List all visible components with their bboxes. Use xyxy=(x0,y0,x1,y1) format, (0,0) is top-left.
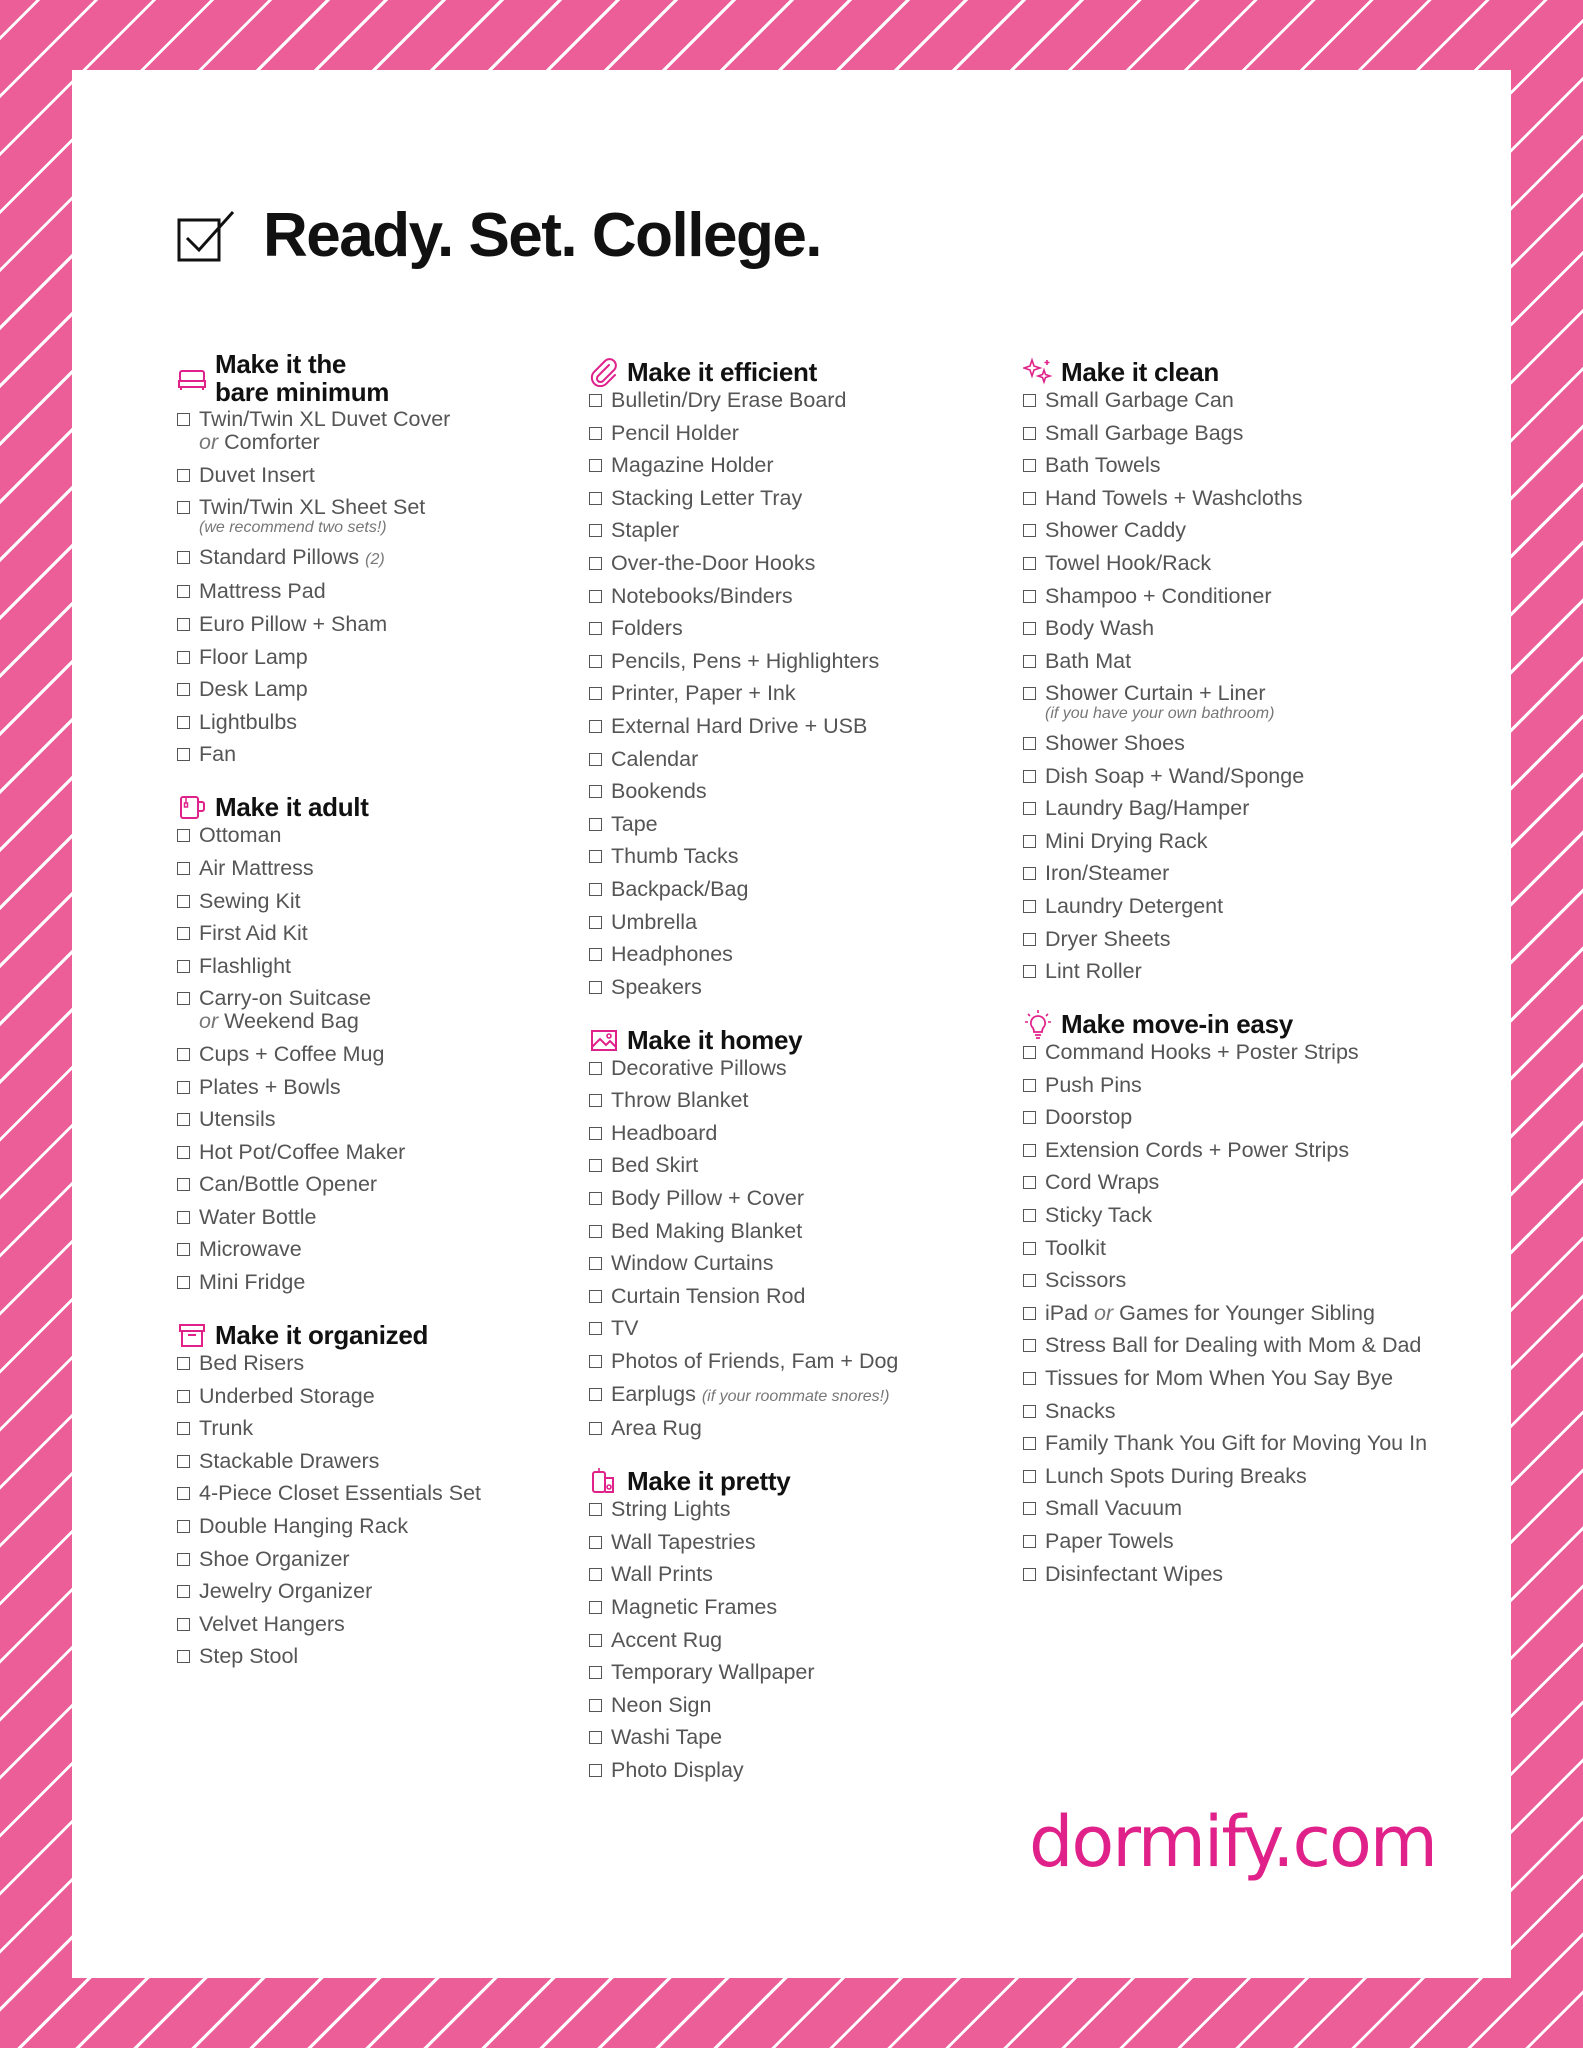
storage-box-icon xyxy=(177,1320,207,1350)
item-text: Utensils xyxy=(199,1107,276,1132)
checklist-item[interactable] xyxy=(589,878,1009,901)
column-left xyxy=(177,350,597,1694)
checklist-item[interactable] xyxy=(177,464,597,487)
item-text: Lightbulbs xyxy=(199,709,298,734)
checklist-item[interactable] xyxy=(1023,797,1443,820)
picture-icon xyxy=(589,1025,619,1055)
item-text: iPad xyxy=(1045,1300,1089,1325)
checklist-item[interactable] xyxy=(177,857,597,880)
item-text: Small Garbage Bags xyxy=(1045,420,1244,445)
checklist-item[interactable] xyxy=(177,546,597,571)
checklist-item[interactable] xyxy=(589,650,1009,673)
checklist-item[interactable] xyxy=(1023,1400,1443,1423)
item-or: or xyxy=(199,1009,219,1034)
checklist-item[interactable] xyxy=(177,743,597,766)
item-text: Desk Lamp xyxy=(199,677,308,702)
checklist-item[interactable] xyxy=(589,845,1009,868)
checklist-item[interactable] xyxy=(1023,1367,1443,1390)
checklist-item[interactable] xyxy=(589,1089,1009,1112)
checklist-item[interactable] xyxy=(177,496,597,536)
checklist-item[interactable] xyxy=(177,1385,597,1408)
item-text: Can/Bottle Opener xyxy=(199,1172,378,1197)
mug-icon xyxy=(177,792,207,822)
item-text: Water Bottle xyxy=(199,1204,317,1229)
checklist-item[interactable] xyxy=(1023,454,1443,477)
checklist-item[interactable] xyxy=(589,1563,1009,1586)
item-text: TV xyxy=(611,1316,639,1341)
checklist-item[interactable] xyxy=(1023,682,1443,722)
checklist-item[interactable] xyxy=(1023,422,1443,445)
item-text: Umbrella xyxy=(611,909,698,934)
item-text: Area Rug xyxy=(611,1416,702,1441)
checklist-section xyxy=(1023,1009,1443,1586)
item-text: Body Pillow + Cover xyxy=(611,1186,804,1211)
section-header xyxy=(177,792,597,822)
item-text: Doorstop xyxy=(1045,1105,1133,1130)
checklist-item[interactable] xyxy=(1023,487,1443,510)
photo-display-icon xyxy=(589,1466,619,1496)
item-text: Iron/Steamer xyxy=(1045,861,1170,886)
checklist-item[interactable] xyxy=(1023,765,1443,788)
item-text: Ottoman xyxy=(199,823,282,848)
checklist xyxy=(1023,389,1443,983)
checklist-item[interactable] xyxy=(589,552,1009,575)
checklist-section xyxy=(589,1466,1009,1782)
item-text: Euro Pillow + Sham xyxy=(199,611,388,636)
item-text: Laundry Detergent xyxy=(1045,893,1224,918)
checklist-item[interactable] xyxy=(1023,1106,1443,1129)
item-text: Scissors xyxy=(1045,1268,1127,1293)
checklist-item[interactable] xyxy=(177,1352,597,1375)
section-title: Make it the bare minimum xyxy=(215,349,390,407)
item-text: Disinfectant Wipes xyxy=(1045,1561,1224,1586)
item-text: Hot Pot/Coffee Maker xyxy=(199,1139,406,1164)
checklist-item[interactable] xyxy=(1023,928,1443,951)
item-alternative xyxy=(199,431,597,454)
item-text: Shower Shoes xyxy=(1045,730,1185,755)
item-inline-note: (2) xyxy=(365,550,385,568)
checklist-item[interactable] xyxy=(1023,732,1443,755)
checklist-item[interactable] xyxy=(177,1173,597,1196)
checklist-item[interactable] xyxy=(589,389,1009,412)
item-text: Jewelry Organizer xyxy=(199,1579,373,1604)
item-text: Wall Tapestries xyxy=(611,1529,756,1554)
item-text: Neon Sign xyxy=(611,1692,712,1717)
item-text: Small Garbage Can xyxy=(1045,388,1234,412)
checklist-item[interactable] xyxy=(589,1285,1009,1308)
item-text: Bed Making Blanket xyxy=(611,1218,803,1243)
item-text: Shower Caddy xyxy=(1045,518,1187,543)
checklist-item[interactable] xyxy=(177,824,597,847)
checklist xyxy=(589,1057,1009,1441)
item-text: Over-the-Door Hooks xyxy=(611,550,816,575)
item-text: Floor Lamp xyxy=(199,644,308,669)
checklist-item[interactable] xyxy=(177,678,597,701)
checklist-item[interactable] xyxy=(589,585,1009,608)
checklist-item[interactable] xyxy=(589,1759,1009,1782)
checkbox-check-icon xyxy=(177,210,237,262)
checklist-section xyxy=(589,357,1009,999)
item-text: Headboard xyxy=(611,1120,718,1145)
item-text: Bath Towels xyxy=(1045,453,1161,478)
item-inline-note: (if your roommate snores!) xyxy=(701,1387,890,1405)
checklist-item[interactable] xyxy=(589,422,1009,445)
section-header xyxy=(177,350,597,406)
item-text: Hand Towels + Washcloths xyxy=(1045,485,1303,510)
checklist-item[interactable] xyxy=(589,1694,1009,1717)
item-text: Decorative Pillows xyxy=(611,1055,787,1080)
checklist-item[interactable] xyxy=(177,1043,597,1066)
item-text: Temporary Wallpaper xyxy=(611,1660,815,1685)
checklist-item[interactable] xyxy=(589,1252,1009,1275)
title-row xyxy=(177,200,821,271)
item-text: First Aid Kit xyxy=(199,921,308,946)
checklist-item[interactable] xyxy=(177,613,597,636)
item-text: Air Mattress xyxy=(199,855,314,880)
checklist-item[interactable] xyxy=(1023,1237,1443,1260)
checklist-item[interactable] xyxy=(177,1238,597,1261)
item-text: Flashlight xyxy=(199,953,292,978)
item-text: Fan xyxy=(199,742,237,767)
item-text: Paper Towels xyxy=(1045,1529,1174,1553)
checklist-item[interactable] xyxy=(589,813,1009,836)
section-title: Make it clean xyxy=(1061,357,1219,387)
checklist-section xyxy=(589,1025,1009,1441)
checklist-item[interactable] xyxy=(177,1271,597,1294)
item-text: Towel Hook/Rack xyxy=(1045,550,1212,575)
checklist-item[interactable] xyxy=(177,987,597,1033)
checklist xyxy=(177,408,597,766)
item-text: Laundry Bag/Hamper xyxy=(1045,796,1250,821)
checklist-item[interactable] xyxy=(589,617,1009,640)
item-text: Photos of Friends, Fam + Dog xyxy=(611,1349,899,1374)
paperclip-icon xyxy=(589,357,619,387)
checklist-item[interactable] xyxy=(589,1154,1009,1177)
item-text: Shower Curtain + Liner xyxy=(1045,681,1266,706)
section-title: Make it homey xyxy=(627,1024,803,1055)
item-alt-text: Weekend Bag xyxy=(224,1009,359,1034)
section-title: Make it organized xyxy=(215,1320,429,1351)
item-text: Notebooks/Binders xyxy=(611,583,793,608)
item-text: Tissues for Mom When You Say Bye xyxy=(1045,1366,1394,1391)
item-text: Mattress Pad xyxy=(199,579,326,604)
item-text: Bookends xyxy=(611,779,707,804)
section-header xyxy=(589,357,1009,387)
checklist-item[interactable] xyxy=(589,1187,1009,1210)
item-text: Bed Skirt xyxy=(611,1153,699,1178)
item-alt-text: Comforter xyxy=(224,430,320,454)
checklist-item[interactable] xyxy=(1023,830,1443,853)
item-text: Dryer Sheets xyxy=(1045,926,1171,951)
checklist-item[interactable] xyxy=(1023,1269,1443,1292)
checklist xyxy=(177,824,597,1294)
checklist-item[interactable] xyxy=(589,943,1009,966)
item-text: Underbed Storage xyxy=(199,1383,375,1408)
item-text: Double Hanging Rack xyxy=(199,1514,409,1539)
item-text: Stacking Letter Tray xyxy=(611,485,803,510)
section-header xyxy=(589,1025,1009,1055)
checklist-item[interactable] xyxy=(177,955,597,978)
item-text: Calendar xyxy=(611,746,699,771)
bed-icon xyxy=(177,363,207,393)
checklist-item[interactable] xyxy=(589,519,1009,542)
checklist-item[interactable] xyxy=(589,1350,1009,1373)
item-text: Thumb Tacks xyxy=(611,844,739,869)
item-text: Earplugs xyxy=(611,1381,696,1406)
checklist-item[interactable] xyxy=(177,890,597,913)
section-title: Make it efficient xyxy=(627,357,817,387)
item-text: Printer, Paper + Ink xyxy=(611,681,796,706)
checklist-item[interactable] xyxy=(589,682,1009,705)
checklist-item[interactable] xyxy=(589,487,1009,510)
checklist-item[interactable] xyxy=(589,1220,1009,1243)
column-middle xyxy=(589,357,1009,1808)
section-header xyxy=(589,1466,1009,1496)
item-text: Extension Cords + Power Strips xyxy=(1045,1137,1350,1162)
checklist-item[interactable] xyxy=(1023,1563,1443,1586)
item-text: Tape xyxy=(611,811,658,836)
item-text: Mini Fridge xyxy=(199,1270,306,1295)
dormify-logo: dormify.com xyxy=(1028,1801,1436,1883)
checklist-item[interactable] xyxy=(177,1076,597,1099)
item-text: Push Pins xyxy=(1045,1072,1142,1097)
item-text: Speakers xyxy=(611,974,702,999)
item-text: Curtain Tension Rod xyxy=(611,1283,806,1308)
item-text: Backpack/Bag xyxy=(611,876,749,901)
checklist-item[interactable] xyxy=(177,580,597,603)
checklist-item[interactable] xyxy=(1023,862,1443,885)
checklist-item[interactable] xyxy=(177,1141,597,1164)
checklist-item[interactable] xyxy=(589,1531,1009,1554)
item-text: Twin/Twin XL Duvet Cover xyxy=(199,407,451,431)
checklist xyxy=(589,1498,1009,1782)
checklist-section xyxy=(177,792,597,1294)
item-text: Twin/Twin XL Sheet Set xyxy=(199,495,426,520)
checklist-item[interactable] xyxy=(1023,519,1443,542)
checklist-section xyxy=(177,1320,597,1668)
item-text: Plates + Bowls xyxy=(199,1074,341,1099)
checklist-item[interactable] xyxy=(1023,1041,1443,1064)
item-text: Folders xyxy=(611,616,683,641)
item-text: Stackable Drawers xyxy=(199,1448,380,1473)
checklist-item[interactable] xyxy=(177,1450,597,1473)
item-text: Sewing Kit xyxy=(199,888,301,913)
item-text: Duvet Insert xyxy=(199,462,315,487)
item-text: Window Curtains xyxy=(611,1251,774,1276)
item-text: Cord Wraps xyxy=(1045,1170,1160,1195)
checklist-item[interactable] xyxy=(177,1482,597,1505)
checklist-item[interactable] xyxy=(177,1206,597,1229)
item-or: or xyxy=(199,430,219,454)
section-title: Make it pretty xyxy=(627,1466,791,1497)
lightbulb-icon xyxy=(1023,1009,1053,1039)
item-text: Accent Rug xyxy=(611,1627,723,1652)
item-text: Lint Roller xyxy=(1045,959,1142,984)
checklist-item[interactable] xyxy=(1023,617,1443,640)
checklist-item[interactable] xyxy=(1023,552,1443,575)
checklist-item[interactable] xyxy=(1023,1302,1443,1325)
checklist-item[interactable] xyxy=(1023,650,1443,673)
checklist-item[interactable] xyxy=(1023,1497,1443,1520)
checklist-item[interactable] xyxy=(1023,1139,1443,1162)
item-text: Trunk xyxy=(199,1416,254,1441)
item-text: Toolkit xyxy=(1045,1235,1106,1260)
checklist-item[interactable] xyxy=(177,408,597,454)
item-text: Bulletin/Dry Erase Board xyxy=(611,388,847,412)
checklist-item[interactable] xyxy=(177,1417,597,1440)
checklist-item[interactable] xyxy=(1023,1432,1443,1455)
item-text: Small Vacuum xyxy=(1045,1496,1183,1521)
checklist-item[interactable] xyxy=(589,1498,1009,1521)
item-text: Magazine Holder xyxy=(611,453,774,478)
item-text: Wall Prints xyxy=(611,1562,713,1587)
item-text: Dish Soap + Wand/Sponge xyxy=(1045,763,1305,788)
item-text: Lunch Spots During Breaks xyxy=(1045,1463,1307,1488)
section-title: Make it adult xyxy=(215,792,369,823)
checklist xyxy=(589,389,1009,999)
column-right xyxy=(1023,357,1443,1612)
item-text: External Hard Drive + USB xyxy=(611,713,868,738)
checklist-item[interactable] xyxy=(1023,1204,1443,1227)
checklist-item[interactable] xyxy=(589,454,1009,477)
item-text: Pencil Holder xyxy=(611,420,739,445)
checklist-item[interactable] xyxy=(177,1548,597,1571)
item-text: Body Wash xyxy=(1045,616,1155,641)
item-text: Standard Pillows xyxy=(199,544,360,569)
checklist-item[interactable] xyxy=(589,1629,1009,1652)
item-text: Family Thank You Gift for Moving You In xyxy=(1045,1431,1428,1456)
section-header xyxy=(1023,1009,1443,1039)
checklist-item[interactable] xyxy=(1023,1074,1443,1097)
checklist-item[interactable] xyxy=(177,711,597,734)
checklist-item[interactable] xyxy=(177,1645,597,1668)
checklist-item[interactable] xyxy=(1023,960,1443,983)
checklist-item[interactable] xyxy=(589,976,1009,999)
item-text: Sticky Tack xyxy=(1045,1203,1153,1228)
item-text: String Lights xyxy=(611,1497,731,1522)
checklist-item[interactable] xyxy=(1023,1530,1443,1553)
checklist-item[interactable] xyxy=(1023,389,1443,412)
item-text: Microwave xyxy=(199,1237,302,1262)
checklist-item[interactable] xyxy=(589,1661,1009,1684)
item-text: Pencils, Pens + Highlighters xyxy=(611,648,880,673)
checklist-item[interactable] xyxy=(589,715,1009,738)
checklist-item[interactable] xyxy=(1023,1171,1443,1194)
item-text: Cups + Coffee Mug xyxy=(199,1041,385,1066)
item-note: (if you have your own bathroom) xyxy=(1045,705,1275,723)
item-text: Throw Blanket xyxy=(611,1088,749,1113)
checklist-item[interactable] xyxy=(589,911,1009,934)
item-text: Magnetic Frames xyxy=(611,1595,778,1619)
checklist-item[interactable] xyxy=(1023,1334,1443,1357)
item-alternative xyxy=(199,1010,597,1033)
section-header xyxy=(1023,357,1443,387)
item-text: Headphones xyxy=(611,942,733,967)
item-text: Bath Mat xyxy=(1045,648,1132,673)
item-text: Stapler xyxy=(611,518,680,543)
checklist-item[interactable] xyxy=(589,1417,1009,1440)
checklist-item[interactable] xyxy=(589,1057,1009,1080)
item-text: Bed Risers xyxy=(199,1351,305,1376)
item-text: Photo Display xyxy=(611,1757,744,1782)
item-text: Shoe Organizer xyxy=(199,1546,350,1571)
checklist-item[interactable] xyxy=(589,1122,1009,1145)
checklist-item[interactable] xyxy=(177,1580,597,1603)
checklist-item[interactable] xyxy=(177,1108,597,1131)
item-text: Stress Ball for Dealing with Mom & Dad xyxy=(1045,1333,1422,1358)
checklist-item[interactable] xyxy=(1023,585,1443,608)
section-header xyxy=(177,1320,597,1350)
sparkle-icon xyxy=(1023,357,1053,387)
checklist-item[interactable] xyxy=(1023,895,1443,918)
checklist-item[interactable] xyxy=(589,780,1009,803)
item-text: Command Hooks + Poster Strips xyxy=(1045,1040,1359,1065)
checklist-page xyxy=(72,70,1511,1978)
checklist-item[interactable] xyxy=(177,922,597,945)
page-title: Ready. Set. College. xyxy=(263,201,822,270)
item-text: Carry-on Suitcase xyxy=(199,986,372,1011)
item-text: Snacks xyxy=(1045,1398,1116,1423)
checklist-item[interactable] xyxy=(589,1726,1009,1749)
item-text: Mini Drying Rack xyxy=(1045,828,1208,853)
checklist-item[interactable] xyxy=(589,1317,1009,1340)
item-text-after: Games for Younger Sibling xyxy=(1119,1300,1375,1325)
item-text: 4-Piece Closet Essentials Set xyxy=(199,1481,482,1506)
item-text: Shampoo + Conditioner xyxy=(1045,583,1272,608)
checklist-item[interactable] xyxy=(589,1383,1009,1408)
item-text: Washi Tape xyxy=(611,1725,723,1750)
checklist-item[interactable] xyxy=(177,646,597,669)
checklist-item[interactable] xyxy=(589,1596,1009,1619)
checklist-item[interactable] xyxy=(1023,1465,1443,1488)
section-title: Make move-in easy xyxy=(1061,1009,1293,1040)
checklist-section xyxy=(1023,357,1443,983)
checklist-item[interactable] xyxy=(177,1515,597,1538)
item-or: or xyxy=(1094,1300,1114,1325)
checklist xyxy=(1023,1041,1443,1586)
checklist-item[interactable] xyxy=(177,1613,597,1636)
item-note: (we recommend two sets!) xyxy=(199,519,387,537)
checklist-item[interactable] xyxy=(589,748,1009,771)
item-text: Velvet Hangers xyxy=(199,1611,345,1636)
item-text: Step Stool xyxy=(199,1644,299,1669)
checklist-section xyxy=(177,350,597,766)
checklist xyxy=(177,1352,597,1668)
